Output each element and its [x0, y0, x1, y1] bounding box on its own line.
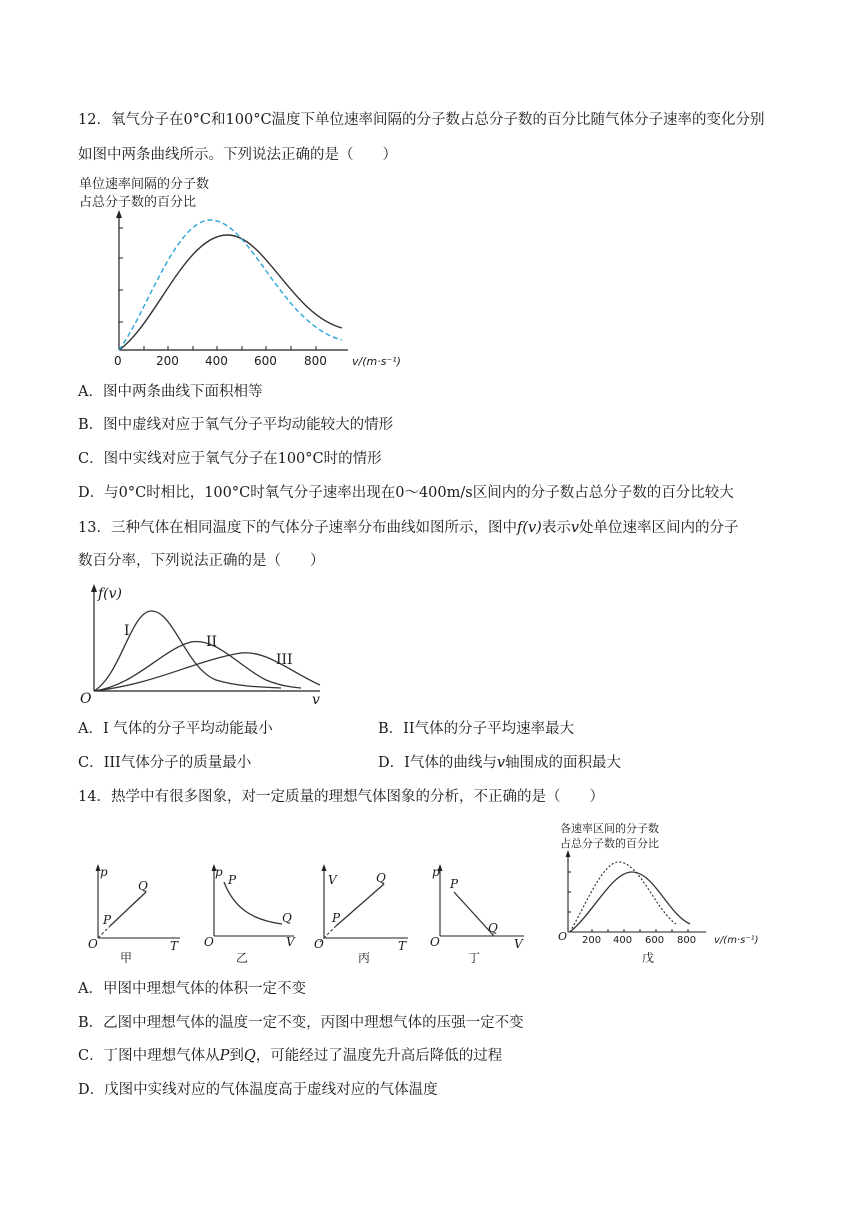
- q14-bing-P: P: [332, 911, 341, 925]
- q14-wu-xtick-400: 400: [613, 935, 633, 946]
- q14-yi-P: P: [228, 873, 237, 887]
- q12-xtick-200: 200: [156, 354, 179, 368]
- q14-yi-origin: O: [204, 935, 214, 949]
- q13-stem-fv: f(v): [516, 520, 542, 536]
- q14-figure-ding: [428, 858, 536, 968]
- q13-label-I: I: [124, 623, 130, 639]
- q14-jia-y: p: [100, 865, 108, 879]
- q12-option-c: C．图中实线对应于氧气分子在100°C时的情形: [78, 451, 382, 467]
- q12-option-b: B．图中虚线对应于氧气分子平均动能较大的情形: [78, 417, 394, 433]
- q12-stem-line2: 如图中两条曲线所示。下列说法正确的是（ ）: [78, 147, 397, 163]
- q13-curve-I: [94, 611, 281, 691]
- q13-option-d-part-b: 轴围成的面积最大: [505, 755, 622, 771]
- q13-option-d-v: v: [496, 755, 506, 771]
- q12-ylabel-line1: 单位速率间隔的分子数: [79, 177, 210, 192]
- q13-label-III: III: [276, 652, 293, 668]
- q14-bing-caption: 丙: [358, 951, 371, 965]
- q13-stem-part-b: 表示: [541, 520, 571, 536]
- q14-jia-x: T: [170, 939, 179, 953]
- q13-option-a: A．I 气体的分子平均动能最小: [78, 721, 273, 737]
- q12-xtick-800: 800: [304, 354, 327, 368]
- q13-xlabel: v: [312, 692, 320, 706]
- q14-option-a: A．甲图中理想气体的体积一定不变: [78, 981, 306, 997]
- q12-figure: [76, 174, 416, 374]
- q12-xlabel: v/(m·s⁻¹): [352, 355, 401, 368]
- q12-option-a: A．图中两条曲线下面积相等: [78, 384, 263, 400]
- q14-wu-origin: O: [558, 930, 568, 943]
- q13-label-II: II: [206, 634, 218, 650]
- q13-option-d: [378, 753, 621, 773]
- q14-wu-xtick-800: 800: [677, 935, 697, 946]
- q12-xtick-400: 400: [205, 354, 228, 368]
- q14-yi-y: p: [215, 865, 223, 879]
- q14-jia-origin: O: [88, 937, 98, 951]
- q13-stem-v: v: [570, 520, 580, 536]
- q13-option-d-part-a: D．I气体的曲线与: [378, 755, 497, 771]
- q14-option-c: [78, 1046, 502, 1066]
- q14-wu-ylabel-line2: 占总分子数的百分比: [560, 837, 659, 850]
- q14-figure-jia: [86, 858, 191, 968]
- q14-wu-xtick-200: 200: [582, 935, 602, 946]
- q13-figure: [76, 580, 326, 706]
- q13-option-c: C．III气体分子的质量最小: [78, 755, 252, 771]
- q14-bing-x: T: [398, 939, 407, 953]
- q13-stem-part-c: 处单位速率区间内的分子: [579, 520, 739, 536]
- q14-figure-wu: [556, 820, 766, 970]
- q14-bing-Q: Q: [376, 871, 386, 885]
- q14-figure-yi: [200, 858, 305, 968]
- q14-jia-Q: Q: [138, 879, 148, 893]
- q14-yi-Q: Q: [282, 911, 292, 925]
- q12-option-d: D．与0°C时相比，100°C时氧气分子速率出现在0～400m/s区间内的分子数占总分子数的百分比较大: [78, 485, 734, 501]
- q13-stem-line1: [78, 518, 739, 538]
- q14-option-c-part-c: ，可能经过了温度先升高后降低的过程: [255, 1048, 503, 1064]
- q13-origin-label: O: [80, 691, 92, 706]
- q14-option-c-Q: Q: [243, 1048, 256, 1064]
- q14-wu-solid-curve: [570, 872, 690, 932]
- q13-option-b: B．II气体的分子平均速率最大: [378, 721, 575, 737]
- q14-option-c-P: P: [219, 1048, 230, 1064]
- q13-ylabel: f(v): [98, 586, 123, 602]
- q14-bing-y: V: [328, 873, 337, 887]
- q14-ding-P: P: [450, 877, 459, 891]
- q14-wu-dotted-curve: [570, 862, 676, 932]
- q14-ding-caption: 丁: [468, 951, 481, 965]
- q13-stem-part-a: 13．三种气体在相同温度下的气体分子速率分布曲线如图所示，图中: [78, 520, 517, 536]
- q13-y-arrow: [91, 584, 97, 592]
- q14-stem: 14．热学中有很多图象，对一定质量的理想气体图象的分析，不正确的是（ ）: [78, 789, 604, 805]
- q12-solid-curve: [119, 235, 342, 350]
- q14-ding-origin: O: [430, 935, 440, 949]
- q13-stem-line2: 数百分率，下列说法正确的是（ ）: [78, 553, 325, 569]
- q14-ding-y: p: [432, 865, 440, 879]
- q14-option-b: B．乙图中理想气体的温度一定不变，丙图中理想气体的压强一定不变: [78, 1015, 524, 1031]
- q14-ding-Q: Q: [488, 921, 498, 935]
- q12-ylabel-line2: 占总分子数的百分比: [79, 195, 197, 210]
- q14-jia-P: P: [103, 913, 112, 927]
- q14-wu-xlabel: v/(m·s⁻¹): [714, 935, 759, 946]
- q14-option-c-part-a: C．丁图中理想气体从: [78, 1048, 220, 1064]
- q12-xtick-600: 600: [254, 354, 277, 368]
- q14-wu-ylabel-line1: 各速率区间的分子数: [560, 822, 659, 835]
- q14-jia-caption: 甲: [120, 951, 133, 965]
- q14-option-d: D．戊图中实线对应的气体温度高于虚线对应的气体温度: [78, 1082, 438, 1098]
- q14-figure-bing: [312, 858, 420, 968]
- q12-dashed-curve: [119, 220, 342, 350]
- q14-ding-x: V: [514, 937, 523, 951]
- q12-origin-label: 0: [114, 354, 122, 368]
- q14-wu-caption: 戊: [642, 951, 655, 965]
- q14-option-c-part-b: 到: [229, 1048, 244, 1064]
- q14-bing-origin: O: [314, 937, 324, 951]
- q14-yi-caption: 乙: [236, 951, 249, 965]
- q14-yi-x: V: [286, 935, 295, 949]
- q12-stem-line1: 12．氧气分子在0°C和100°C温度下单位速率间隔的分子数占总分子数的百分比随气体分子速率的变化分别: [78, 112, 765, 128]
- q14-wu-xtick-600: 600: [645, 935, 665, 946]
- q12-y-arrow: [116, 210, 122, 218]
